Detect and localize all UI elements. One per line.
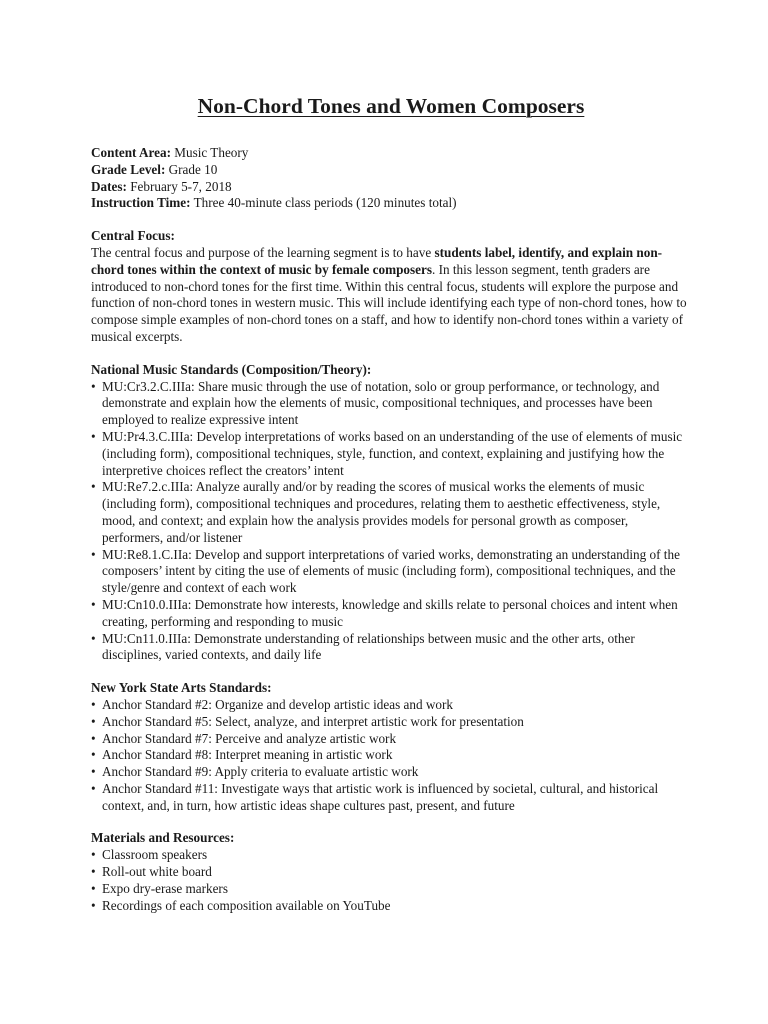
national-standards-heading: National Music Standards (Composition/Theory): bbox=[91, 361, 372, 377]
central-focus-text bbox=[91, 245, 691, 346]
list-item-text: Expo dry-erase markers bbox=[102, 880, 228, 896]
meta-value: February 5-7, 2018 bbox=[126, 178, 232, 194]
list-item-text: Anchor Standard #7: Perceive and analyze artistic work bbox=[102, 730, 397, 746]
list-item bbox=[91, 631, 691, 665]
bullet-icon: • bbox=[91, 864, 96, 880]
meta-grade-level bbox=[91, 162, 691, 179]
meta-value: Music Theory bbox=[170, 145, 249, 160]
list-item-text: MU:Cn11.0.IIIa: Demonstrate understanding of relationships between music and the other arts, other disciplines, varied contexts, and daily life bbox=[102, 630, 635, 663]
list-item bbox=[91, 864, 691, 881]
central-focus-text-bold: students label, identify, and explain non-chord tones within the context of music by female composers bbox=[91, 244, 663, 277]
list-item-text: MU:Pr4.3.C.IIIa: Develop interpretations of works based on an understanding of the use of elements of music (including form), compositional techniques, style, function, and context, explaining and justifying how the interpretive choices reflect the creators’ intent bbox=[102, 428, 683, 478]
list-item bbox=[91, 597, 691, 631]
ny-standards-section bbox=[91, 680, 691, 814]
materials-section bbox=[91, 830, 691, 914]
list-item-text: Anchor Standard #8: Interpret meaning in artistic work bbox=[102, 747, 393, 763]
bullet-icon: • bbox=[91, 696, 96, 712]
list-item-text: Roll-out white board bbox=[102, 864, 212, 880]
list-item-text: Anchor Standard #11: Investigate ways that artistic work is influenced by societal, cultural, and historical context, and, in turn, how artistic ideas shape cultures past, present, and future bbox=[102, 780, 659, 813]
list-item-text: Anchor Standard #2: Organize and develop artistic ideas and work bbox=[102, 696, 453, 712]
bullet-icon: • bbox=[91, 378, 96, 394]
list-item bbox=[91, 881, 691, 898]
meta-dates bbox=[91, 179, 691, 196]
bullet-icon: • bbox=[91, 630, 96, 646]
bullet-icon: • bbox=[91, 730, 96, 746]
list-item-text: Anchor Standard #9: Apply criteria to evaluate artistic work bbox=[102, 764, 419, 780]
list-item bbox=[91, 547, 691, 597]
bullet-icon: • bbox=[91, 880, 96, 896]
meta-label: Grade Level: bbox=[91, 161, 166, 177]
ny-standards-list bbox=[91, 697, 691, 815]
central-focus-heading: Central Focus: bbox=[91, 228, 175, 244]
list-item-text: MU:Re7.2.c.IIIa: Analyze aurally and/or by reading the scores of musical works the elements of music (including form), compositional techniques and procedures, relating them to aesthetic effectiveness, style, mood, and context; and explain how the analysis provides models for personal growth as composer, performers, and/or listener bbox=[102, 479, 661, 545]
list-item-text: MU:Re8.1.C.IIa: Develop and support interpretations of varied works, demonstrating an understanding of the composers’ intent by citing the use of elements of music (including form), compositional techniques, and the style/genre and context of each work bbox=[102, 546, 680, 596]
bullet-icon: • bbox=[91, 747, 96, 763]
materials-heading: Materials and Resources: bbox=[91, 830, 235, 846]
list-item bbox=[91, 781, 691, 815]
meta-content-area bbox=[91, 145, 691, 162]
list-item bbox=[91, 379, 691, 429]
list-item-text: Anchor Standard #5: Select, analyze, and interpret artistic work for presentation bbox=[102, 713, 524, 729]
national-standards-section bbox=[91, 362, 691, 664]
meta-value: Grade 10 bbox=[165, 161, 218, 177]
meta-label: Content Area: bbox=[91, 145, 171, 160]
materials-list bbox=[91, 847, 691, 914]
list-item-text: MU:Cr3.2.C.IIIa: Share music through the use of notation, solo or group performance, or technology, and demonstrate and explain how the elements of music, compositional techniques, and processes have been employed to realize expressive intent bbox=[102, 378, 660, 428]
document-title: Non-Chord Tones and Women Composers bbox=[197, 94, 585, 118]
list-item bbox=[91, 429, 691, 479]
bullet-icon: • bbox=[91, 847, 96, 863]
list-item bbox=[91, 697, 691, 714]
list-item bbox=[91, 714, 691, 731]
national-standards-list bbox=[91, 379, 691, 665]
bullet-icon: • bbox=[91, 479, 96, 495]
bullet-icon: • bbox=[91, 546, 96, 562]
bullet-icon: • bbox=[91, 780, 96, 796]
list-item bbox=[91, 479, 691, 546]
bullet-icon: • bbox=[91, 596, 96, 612]
list-item bbox=[91, 731, 691, 748]
list-item bbox=[91, 898, 691, 915]
bullet-icon: • bbox=[91, 428, 96, 444]
list-item-text: Classroom speakers bbox=[102, 847, 208, 863]
list-item bbox=[91, 847, 691, 864]
meta-block bbox=[91, 145, 691, 212]
central-focus-text-rest: . In this lesson segment, tenth graders are introduced to non-chord tones for the first time. Within this central focus, students will explore the purpose and function of non-chord tones in western music. This will include identifying each type of non-chord tones, how to compose simple examples of non-chord tones on a staff, and how to identify non-chord tones within a variety of musical excerpts. bbox=[91, 261, 687, 344]
meta-label: Instruction Time: bbox=[91, 195, 191, 211]
meta-value: Three 40-minute class periods (120 minutes total) bbox=[190, 195, 457, 211]
ny-standards-heading: New York State Arts Standards: bbox=[91, 680, 272, 696]
bullet-icon: • bbox=[91, 897, 96, 913]
bullet-icon: • bbox=[91, 713, 96, 729]
list-item bbox=[91, 764, 691, 781]
central-focus-text-intro: The central focus and purpose of the learning segment is to have bbox=[91, 244, 435, 260]
meta-instruction-time bbox=[91, 195, 691, 212]
list-item bbox=[91, 747, 691, 764]
meta-label: Dates: bbox=[91, 178, 127, 194]
document-page bbox=[91, 92, 691, 914]
list-item-text: MU:Cn10.0.IIIa: Demonstrate how interests, knowledge and skills relate to personal choices and intent when creating, performing and responding to music bbox=[102, 596, 678, 629]
bullet-icon: • bbox=[91, 764, 96, 780]
list-item-text: Recordings of each composition available on YouTube bbox=[102, 897, 391, 913]
central-focus-section bbox=[91, 228, 691, 346]
